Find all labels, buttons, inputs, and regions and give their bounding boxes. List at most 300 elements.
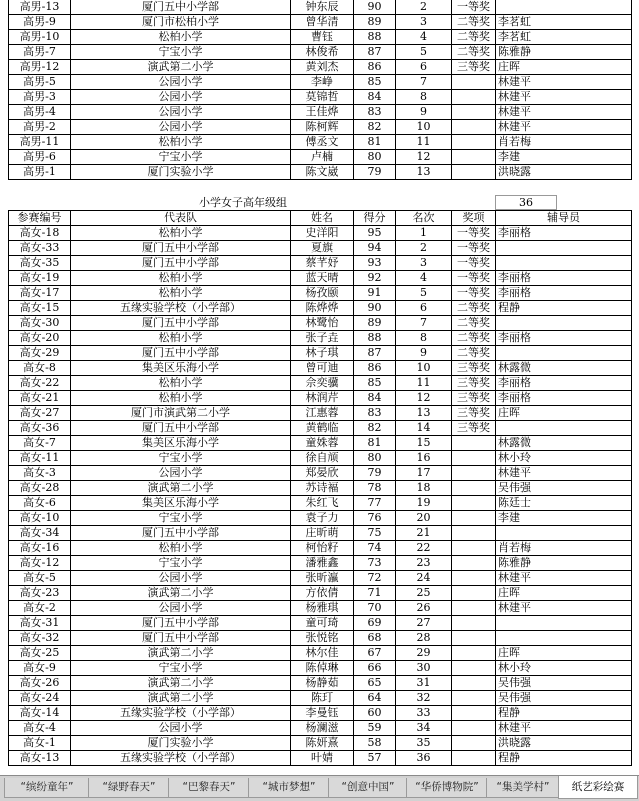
entry-id-cell[interactable]: 高女-6 xyxy=(9,496,71,511)
award-cell[interactable] xyxy=(452,751,496,766)
team-cell[interactable]: 宁宝小学 xyxy=(71,150,291,165)
team-cell[interactable]: 松柏小学 xyxy=(71,271,291,286)
score-cell[interactable]: 57 xyxy=(354,751,396,766)
entry-id-cell[interactable]: 高女-21 xyxy=(9,391,71,406)
rank-cell[interactable]: 6 xyxy=(396,60,452,75)
rank-cell[interactable]: 11 xyxy=(396,135,452,150)
score-cell[interactable]: 72 xyxy=(354,571,396,586)
instructor-cell[interactable] xyxy=(496,631,632,646)
team-cell[interactable]: 松柏小学 xyxy=(71,376,291,391)
team-cell[interactable]: 公园小学 xyxy=(71,601,291,616)
award-cell[interactable]: 二等奖 xyxy=(452,45,496,60)
award-cell[interactable] xyxy=(452,541,496,556)
instructor-cell[interactable]: 林建平 xyxy=(496,721,632,736)
name-cell[interactable]: 林鹭怡 xyxy=(291,316,354,331)
entry-id-cell[interactable]: 高女-1 xyxy=(9,736,71,751)
score-cell[interactable]: 88 xyxy=(354,331,396,346)
entry-id-cell[interactable]: 高女-9 xyxy=(9,661,71,676)
award-cell[interactable] xyxy=(452,526,496,541)
score-cell[interactable]: 79 xyxy=(354,165,396,180)
name-cell[interactable]: 史洋阳 xyxy=(291,226,354,241)
score-cell[interactable]: 85 xyxy=(354,75,396,90)
award-cell[interactable] xyxy=(452,631,496,646)
score-cell[interactable]: 90 xyxy=(354,301,396,316)
name-cell[interactable]: 杨静茹 xyxy=(291,676,354,691)
name-cell[interactable]: 蔡芊妤 xyxy=(291,256,354,271)
award-cell[interactable] xyxy=(452,646,496,661)
team-cell[interactable]: 厦门五中小学部 xyxy=(71,631,291,646)
name-cell[interactable]: 袁子力 xyxy=(291,511,354,526)
team-cell[interactable]: 松柏小学 xyxy=(71,226,291,241)
instructor-cell[interactable]: 林小玲 xyxy=(496,661,632,676)
team-cell[interactable]: 松柏小学 xyxy=(71,541,291,556)
name-cell[interactable]: 柯怡籽 xyxy=(291,541,354,556)
name-cell[interactable]: 林润芹 xyxy=(291,391,354,406)
score-cell[interactable]: 78 xyxy=(354,481,396,496)
instructor-cell[interactable] xyxy=(496,241,632,256)
score-cell[interactable]: 89 xyxy=(354,316,396,331)
team-cell[interactable]: 厦门五中小学部 xyxy=(71,346,291,361)
score-cell[interactable]: 80 xyxy=(354,451,396,466)
column-header-name[interactable]: 姓名 xyxy=(291,211,354,226)
rank-cell[interactable]: 22 xyxy=(396,541,452,556)
entry-id-cell[interactable]: 高男-3 xyxy=(9,90,71,105)
award-cell[interactable]: 二等奖 xyxy=(452,301,496,316)
team-cell[interactable]: 演武第二小学 xyxy=(71,691,291,706)
rank-cell[interactable]: 20 xyxy=(396,511,452,526)
award-cell[interactable] xyxy=(452,451,496,466)
team-cell[interactable]: 厦门五中小学部 xyxy=(71,526,291,541)
instructor-cell[interactable]: 林小玲 xyxy=(496,451,632,466)
rank-cell[interactable]: 25 xyxy=(396,586,452,601)
name-cell[interactable]: 黄鹤临 xyxy=(291,421,354,436)
score-cell[interactable]: 86 xyxy=(354,60,396,75)
rank-cell[interactable]: 7 xyxy=(396,75,452,90)
score-cell[interactable]: 67 xyxy=(354,646,396,661)
rank-cell[interactable]: 10 xyxy=(396,361,452,376)
score-cell[interactable]: 76 xyxy=(354,511,396,526)
score-cell[interactable]: 89 xyxy=(354,15,396,30)
instructor-cell[interactable]: 李丽格 xyxy=(496,331,632,346)
award-cell[interactable]: 一等奖 xyxy=(452,226,496,241)
name-cell[interactable]: 杨雅琪 xyxy=(291,601,354,616)
award-cell[interactable]: 三等奖 xyxy=(452,60,496,75)
instructor-cell[interactable]: 肖若梅 xyxy=(496,541,632,556)
name-cell[interactable]: 蓝天晴 xyxy=(291,271,354,286)
team-cell[interactable]: 松柏小学 xyxy=(71,135,291,150)
instructor-cell[interactable]: 庄晖 xyxy=(496,646,632,661)
rank-cell[interactable]: 15 xyxy=(396,436,452,451)
column-header-rank[interactable]: 名次 xyxy=(396,211,452,226)
entry-id-cell[interactable]: 高女-24 xyxy=(9,691,71,706)
name-cell[interactable]: 张悦铭 xyxy=(291,631,354,646)
rank-cell[interactable]: 2 xyxy=(396,241,452,256)
award-cell[interactable]: 一等奖 xyxy=(452,0,496,15)
entry-id-cell[interactable]: 高男-11 xyxy=(9,135,71,150)
name-cell[interactable]: 钟东辰 xyxy=(291,0,354,15)
instructor-cell[interactable]: 林建平 xyxy=(496,466,632,481)
instructor-cell[interactable]: 程静 xyxy=(496,301,632,316)
team-cell[interactable]: 宁宝小学 xyxy=(71,45,291,60)
entry-id-cell[interactable]: 高男-10 xyxy=(9,30,71,45)
name-cell[interactable]: 佘奕骥 xyxy=(291,376,354,391)
name-cell[interactable]: 杨孜颐 xyxy=(291,286,354,301)
entry-id-cell[interactable]: 高女-8 xyxy=(9,361,71,376)
rank-cell[interactable]: 33 xyxy=(396,706,452,721)
entry-id-cell[interactable]: 高男-5 xyxy=(9,75,71,90)
score-cell[interactable]: 94 xyxy=(354,241,396,256)
award-cell[interactable]: 三等奖 xyxy=(452,361,496,376)
rank-cell[interactable]: 19 xyxy=(396,496,452,511)
entry-id-cell[interactable]: 高女-29 xyxy=(9,346,71,361)
name-cell[interactable]: 庄昕萌 xyxy=(291,526,354,541)
award-cell[interactable] xyxy=(452,556,496,571)
instructor-cell[interactable]: 李茗虹 xyxy=(496,15,632,30)
score-cell[interactable]: 84 xyxy=(354,90,396,105)
award-cell[interactable] xyxy=(452,586,496,601)
name-cell[interactable]: 杨澜滋 xyxy=(291,721,354,736)
instructor-cell[interactable] xyxy=(496,346,632,361)
rank-cell[interactable]: 3 xyxy=(396,256,452,271)
award-cell[interactable]: 一等奖 xyxy=(452,241,496,256)
name-cell[interactable]: 童可琦 xyxy=(291,616,354,631)
name-cell[interactable]: 陈烨烨 xyxy=(291,301,354,316)
team-cell[interactable]: 公园小学 xyxy=(71,721,291,736)
team-cell[interactable]: 厦门实验小学 xyxy=(71,165,291,180)
team-cell[interactable]: 厦门五中小学部 xyxy=(71,241,291,256)
name-cell[interactable]: 陈倬琳 xyxy=(291,661,354,676)
award-cell[interactable] xyxy=(452,165,496,180)
rank-cell[interactable]: 2 xyxy=(396,0,452,15)
team-cell[interactable]: 集美区乐海小学 xyxy=(71,436,291,451)
score-cell[interactable]: 70 xyxy=(354,601,396,616)
entry-id-cell[interactable]: 高女-34 xyxy=(9,526,71,541)
team-cell[interactable]: 演武第二小学 xyxy=(71,586,291,601)
instructor-cell[interactable]: 吴伟强 xyxy=(496,481,632,496)
rank-cell[interactable]: 21 xyxy=(396,526,452,541)
entry-id-cell[interactable]: 高女-10 xyxy=(9,511,71,526)
team-cell[interactable]: 集美区乐海小学 xyxy=(71,496,291,511)
award-cell[interactable] xyxy=(452,691,496,706)
award-cell[interactable] xyxy=(452,436,496,451)
team-cell[interactable]: 厦门五中小学部 xyxy=(71,421,291,436)
award-cell[interactable]: 二等奖 xyxy=(452,30,496,45)
name-cell[interactable]: 林尔佳 xyxy=(291,646,354,661)
rank-cell[interactable]: 18 xyxy=(396,481,452,496)
instructor-cell[interactable]: 李建 xyxy=(496,150,632,165)
name-cell[interactable]: 莫锦哲 xyxy=(291,90,354,105)
entry-id-cell[interactable]: 高女-25 xyxy=(9,646,71,661)
score-cell[interactable]: 69 xyxy=(354,616,396,631)
sheet-tab[interactable]: “华侨博物院” xyxy=(406,778,488,798)
award-cell[interactable]: 一等奖 xyxy=(452,256,496,271)
entry-id-cell[interactable]: 高女-30 xyxy=(9,316,71,331)
award-cell[interactable] xyxy=(452,105,496,120)
instructor-cell[interactable]: 庄晖 xyxy=(496,586,632,601)
instructor-cell[interactable]: 程静 xyxy=(496,751,632,766)
award-cell[interactable] xyxy=(452,75,496,90)
instructor-cell[interactable] xyxy=(496,0,632,15)
award-cell[interactable]: 一等奖 xyxy=(452,271,496,286)
entry-id-cell[interactable]: 高女-11 xyxy=(9,451,71,466)
rank-cell[interactable]: 16 xyxy=(396,451,452,466)
instructor-cell[interactable]: 李丽格 xyxy=(496,286,632,301)
name-cell[interactable]: 林俊希 xyxy=(291,45,354,60)
team-cell[interactable]: 松柏小学 xyxy=(71,331,291,346)
team-cell[interactable]: 厦门五中小学部 xyxy=(71,0,291,15)
entry-id-cell[interactable]: 高女-16 xyxy=(9,541,71,556)
instructor-cell[interactable]: 李丽格 xyxy=(496,376,632,391)
entry-id-cell[interactable]: 高女-17 xyxy=(9,286,71,301)
entry-id-cell[interactable]: 高女-27 xyxy=(9,406,71,421)
team-cell[interactable]: 公园小学 xyxy=(71,120,291,135)
instructor-cell[interactable]: 林建平 xyxy=(496,601,632,616)
name-cell[interactable]: 陈玎 xyxy=(291,691,354,706)
score-cell[interactable]: 83 xyxy=(354,406,396,421)
score-cell[interactable]: 75 xyxy=(354,526,396,541)
team-cell[interactable]: 松柏小学 xyxy=(71,286,291,301)
rank-cell[interactable]: 34 xyxy=(396,721,452,736)
team-cell[interactable]: 五缘实验学校（小学部） xyxy=(71,706,291,721)
instructor-cell[interactable] xyxy=(496,526,632,541)
rank-cell[interactable]: 28 xyxy=(396,631,452,646)
instructor-cell[interactable]: 李茗虹 xyxy=(496,30,632,45)
entry-id-cell[interactable]: 高女-15 xyxy=(9,301,71,316)
instructor-cell[interactable]: 陈雅静 xyxy=(496,556,632,571)
team-cell[interactable]: 五缘实验学校（小学部） xyxy=(71,301,291,316)
entry-id-cell[interactable]: 高女-18 xyxy=(9,226,71,241)
award-cell[interactable] xyxy=(452,661,496,676)
award-cell[interactable] xyxy=(452,571,496,586)
score-cell[interactable]: 88 xyxy=(354,30,396,45)
entry-id-cell[interactable]: 高男-6 xyxy=(9,150,71,165)
instructor-cell[interactable]: 李丽格 xyxy=(496,391,632,406)
team-cell[interactable]: 宁宝小学 xyxy=(71,451,291,466)
name-cell[interactable]: 傅丞文 xyxy=(291,135,354,150)
name-cell[interactable]: 曹钰 xyxy=(291,30,354,45)
instructor-cell[interactable]: 林露微 xyxy=(496,361,632,376)
team-cell[interactable]: 厦门五中小学部 xyxy=(71,256,291,271)
name-cell[interactable]: 黄刘杰 xyxy=(291,60,354,75)
score-cell[interactable]: 82 xyxy=(354,120,396,135)
name-cell[interactable]: 童姝蓉 xyxy=(291,436,354,451)
rank-cell[interactable]: 32 xyxy=(396,691,452,706)
column-header-team[interactable]: 代表队 xyxy=(71,211,291,226)
rank-cell[interactable]: 23 xyxy=(396,556,452,571)
entry-id-cell[interactable]: 高女-36 xyxy=(9,421,71,436)
name-cell[interactable]: 苏诗褔 xyxy=(291,481,354,496)
score-cell[interactable]: 64 xyxy=(354,691,396,706)
instructor-cell[interactable]: 洪晓露 xyxy=(496,736,632,751)
name-cell[interactable]: 郑晏欣 xyxy=(291,466,354,481)
instructor-cell[interactable] xyxy=(496,256,632,271)
entry-id-cell[interactable]: 高女-28 xyxy=(9,481,71,496)
award-cell[interactable]: 三等奖 xyxy=(452,421,496,436)
instructor-cell[interactable]: 庄晖 xyxy=(496,60,632,75)
entry-id-cell[interactable]: 高女-32 xyxy=(9,631,71,646)
name-cell[interactable]: 卢楠 xyxy=(291,150,354,165)
award-cell[interactable] xyxy=(452,676,496,691)
name-cell[interactable]: 陈柯辉 xyxy=(291,120,354,135)
entry-id-cell[interactable]: 高女-31 xyxy=(9,616,71,631)
instructor-cell[interactable] xyxy=(496,421,632,436)
team-cell[interactable]: 五缘实验学校（小学部） xyxy=(71,751,291,766)
entry-id-cell[interactable]: 高男-12 xyxy=(9,60,71,75)
rank-cell[interactable]: 7 xyxy=(396,316,452,331)
column-header-award[interactable]: 奖项 xyxy=(452,211,496,226)
team-cell[interactable]: 集美区乐海小学 xyxy=(71,361,291,376)
award-cell[interactable] xyxy=(452,150,496,165)
name-cell[interactable]: 张昕瀛 xyxy=(291,571,354,586)
name-cell[interactable]: 方依倩 xyxy=(291,586,354,601)
team-cell[interactable]: 公园小学 xyxy=(71,90,291,105)
rank-cell[interactable]: 5 xyxy=(396,286,452,301)
score-cell[interactable]: 81 xyxy=(354,436,396,451)
team-cell[interactable]: 演武第二小学 xyxy=(71,60,291,75)
instructor-cell[interactable] xyxy=(496,316,632,331)
score-cell[interactable]: 86 xyxy=(354,361,396,376)
rank-cell[interactable]: 3 xyxy=(396,15,452,30)
score-cell[interactable]: 81 xyxy=(354,135,396,150)
name-cell[interactable]: 王佳烨 xyxy=(291,105,354,120)
score-cell[interactable]: 92 xyxy=(354,271,396,286)
entry-id-cell[interactable]: 高女-2 xyxy=(9,601,71,616)
award-cell[interactable] xyxy=(452,90,496,105)
score-cell[interactable]: 74 xyxy=(354,541,396,556)
award-cell[interactable]: 二等奖 xyxy=(452,331,496,346)
rank-cell[interactable]: 12 xyxy=(396,391,452,406)
award-cell[interactable] xyxy=(452,601,496,616)
girls-participant-count-cell[interactable]: 36 xyxy=(495,195,557,210)
rank-cell[interactable]: 1 xyxy=(396,226,452,241)
entry-id-cell[interactable]: 高男-9 xyxy=(9,15,71,30)
rank-cell[interactable]: 12 xyxy=(396,150,452,165)
score-cell[interactable]: 60 xyxy=(354,706,396,721)
award-cell[interactable]: 二等奖 xyxy=(452,346,496,361)
entry-id-cell[interactable]: 高女-4 xyxy=(9,721,71,736)
score-cell[interactable]: 77 xyxy=(354,496,396,511)
rank-cell[interactable]: 8 xyxy=(396,331,452,346)
sheet-tab[interactable]: “巴黎春天” xyxy=(168,778,250,798)
team-cell[interactable]: 宁宝小学 xyxy=(71,661,291,676)
score-cell[interactable]: 71 xyxy=(354,586,396,601)
rank-cell[interactable]: 8 xyxy=(396,90,452,105)
team-cell[interactable]: 宁宝小学 xyxy=(71,556,291,571)
column-header-entry-id[interactable]: 参赛编号 xyxy=(9,211,71,226)
team-cell[interactable]: 宁宝小学 xyxy=(71,511,291,526)
name-cell[interactable]: 曾华清 xyxy=(291,15,354,30)
sheet-tab[interactable]: “集美学村” xyxy=(486,778,560,798)
rank-cell[interactable]: 4 xyxy=(396,30,452,45)
name-cell[interactable]: 徐自颃 xyxy=(291,451,354,466)
team-cell[interactable]: 公园小学 xyxy=(71,105,291,120)
award-cell[interactable] xyxy=(452,135,496,150)
score-cell[interactable]: 65 xyxy=(354,676,396,691)
rank-cell[interactable]: 10 xyxy=(396,120,452,135)
award-cell[interactable] xyxy=(452,736,496,751)
rank-cell[interactable]: 29 xyxy=(396,646,452,661)
name-cell[interactable]: 张子垚 xyxy=(291,331,354,346)
score-cell[interactable]: 87 xyxy=(354,346,396,361)
award-cell[interactable] xyxy=(452,120,496,135)
entry-id-cell[interactable]: 高女-26 xyxy=(9,676,71,691)
entry-id-cell[interactable]: 高女-5 xyxy=(9,571,71,586)
award-cell[interactable]: 二等奖 xyxy=(452,15,496,30)
rank-cell[interactable]: 11 xyxy=(396,376,452,391)
team-cell[interactable]: 厦门实验小学 xyxy=(71,736,291,751)
rank-cell[interactable]: 31 xyxy=(396,676,452,691)
team-cell[interactable]: 演武第二小学 xyxy=(71,646,291,661)
score-cell[interactable]: 91 xyxy=(354,286,396,301)
team-cell[interactable]: 松柏小学 xyxy=(71,30,291,45)
instructor-cell[interactable]: 陈雅静 xyxy=(496,45,632,60)
instructor-cell[interactable]: 吴伟强 xyxy=(496,676,632,691)
team-cell[interactable]: 松柏小学 xyxy=(71,391,291,406)
entry-id-cell[interactable]: 高男-4 xyxy=(9,105,71,120)
instructor-cell[interactable]: 林建平 xyxy=(496,571,632,586)
instructor-cell[interactable]: 肖若梅 xyxy=(496,135,632,150)
instructor-cell[interactable]: 林建平 xyxy=(496,105,632,120)
instructor-cell[interactable]: 洪晓露 xyxy=(496,165,632,180)
rank-cell[interactable]: 4 xyxy=(396,271,452,286)
rank-cell[interactable]: 9 xyxy=(396,105,452,120)
instructor-cell[interactable]: 林建平 xyxy=(496,75,632,90)
column-header-instructor[interactable]: 辅导员 xyxy=(496,211,632,226)
award-cell[interactable]: 三等奖 xyxy=(452,406,496,421)
name-cell[interactable]: 江惠蓉 xyxy=(291,406,354,421)
entry-id-cell[interactable]: 高男-7 xyxy=(9,45,71,60)
instructor-cell[interactable]: 吴伟强 xyxy=(496,691,632,706)
instructor-cell[interactable]: 李丽格 xyxy=(496,226,632,241)
name-cell[interactable]: 李峥 xyxy=(291,75,354,90)
award-cell[interactable]: 三等奖 xyxy=(452,376,496,391)
entry-id-cell[interactable]: 高女-22 xyxy=(9,376,71,391)
name-cell[interactable]: 潘雅鑫 xyxy=(291,556,354,571)
score-cell[interactable]: 79 xyxy=(354,466,396,481)
rank-cell[interactable]: 27 xyxy=(396,616,452,631)
rank-cell[interactable]: 13 xyxy=(396,406,452,421)
instructor-cell[interactable]: 李建 xyxy=(496,511,632,526)
score-cell[interactable]: 58 xyxy=(354,736,396,751)
rank-cell[interactable]: 36 xyxy=(396,751,452,766)
rank-cell[interactable]: 14 xyxy=(396,421,452,436)
score-cell[interactable]: 85 xyxy=(354,376,396,391)
award-cell[interactable] xyxy=(452,496,496,511)
award-cell[interactable]: 二等奖 xyxy=(452,316,496,331)
sheet-tab[interactable]: “绿野春天” xyxy=(88,778,170,798)
score-cell[interactable]: 66 xyxy=(354,661,396,676)
name-cell[interactable]: 林子琪 xyxy=(291,346,354,361)
name-cell[interactable]: 朱红飞 xyxy=(291,496,354,511)
award-cell[interactable] xyxy=(452,721,496,736)
team-cell[interactable]: 演武第二小学 xyxy=(71,676,291,691)
name-cell[interactable]: 李曼钰 xyxy=(291,706,354,721)
entry-id-cell[interactable]: 高女-23 xyxy=(9,586,71,601)
award-cell[interactable] xyxy=(452,511,496,526)
rank-cell[interactable]: 9 xyxy=(396,346,452,361)
entry-id-cell[interactable]: 高男-1 xyxy=(9,165,71,180)
award-cell[interactable] xyxy=(452,706,496,721)
rank-cell[interactable]: 35 xyxy=(396,736,452,751)
score-cell[interactable]: 90 xyxy=(354,0,396,15)
name-cell[interactable]: 陈妍熹 xyxy=(291,736,354,751)
team-cell[interactable]: 厦门市松柏小学 xyxy=(71,15,291,30)
score-cell[interactable]: 95 xyxy=(354,226,396,241)
entry-id-cell[interactable]: 高女-20 xyxy=(9,331,71,346)
score-cell[interactable]: 82 xyxy=(354,421,396,436)
award-cell[interactable] xyxy=(452,481,496,496)
team-cell[interactable]: 公园小学 xyxy=(71,75,291,90)
